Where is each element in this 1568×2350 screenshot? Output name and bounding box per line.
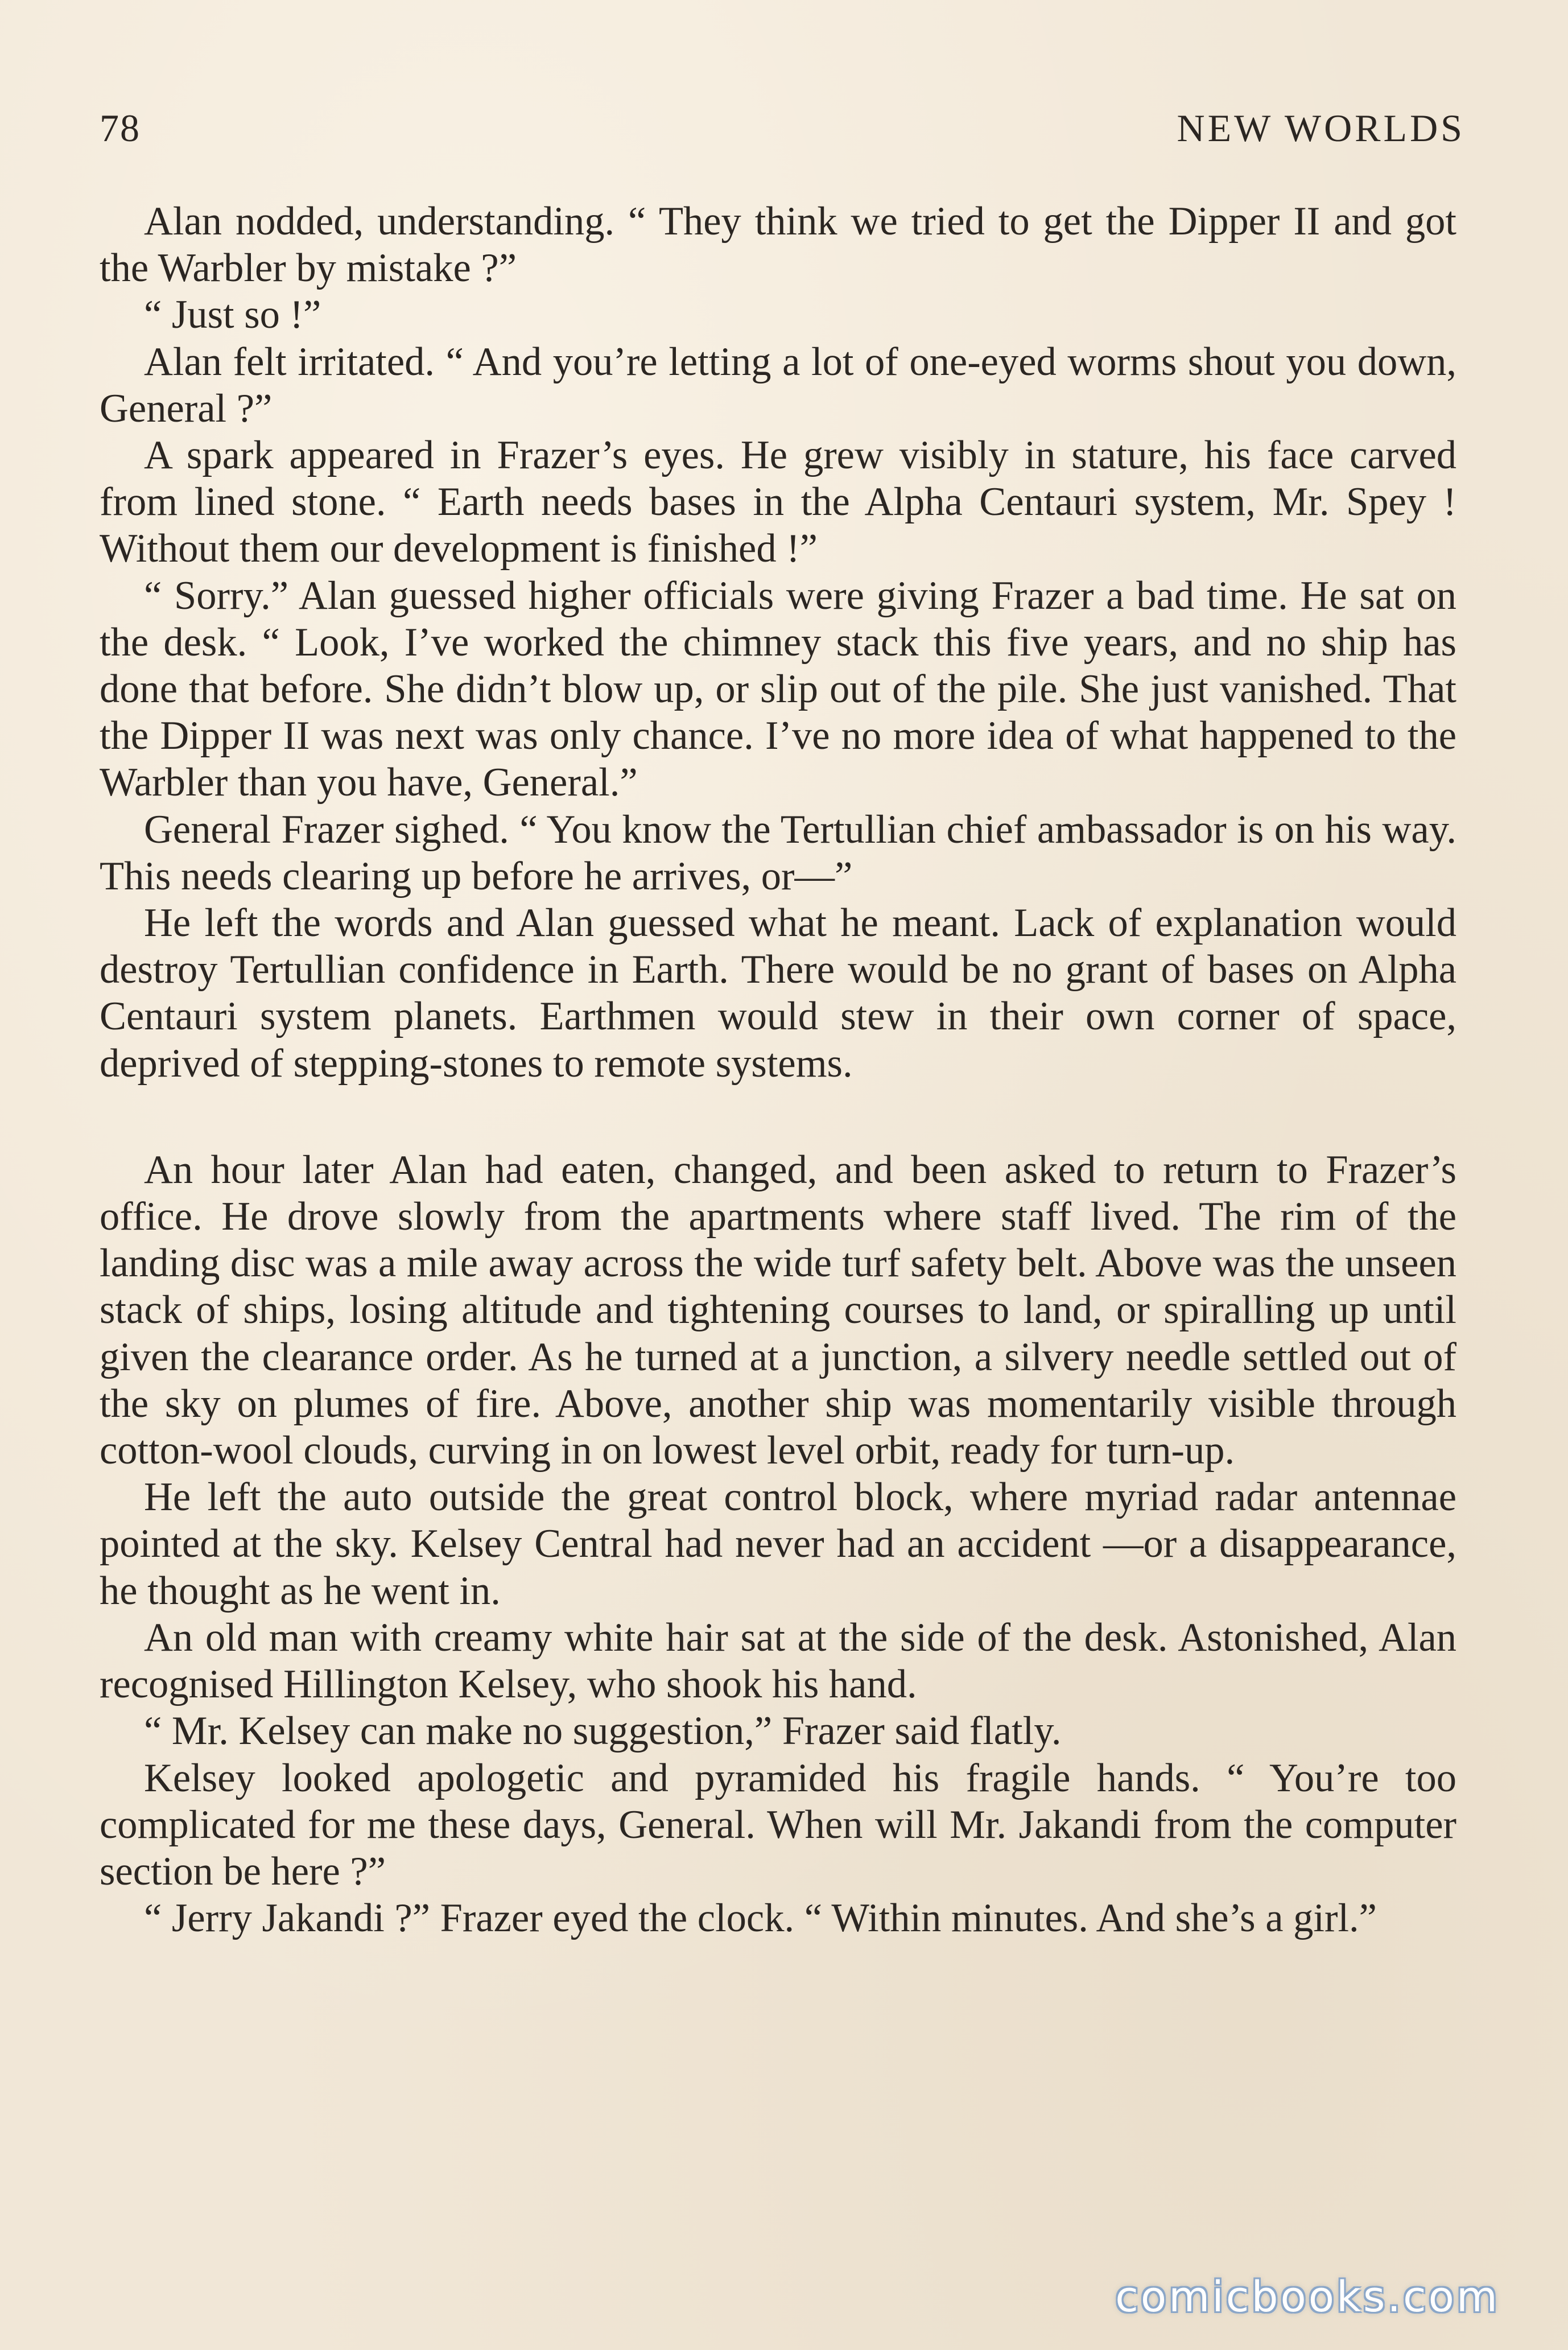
running-head: NEW WORLDS <box>1177 106 1465 150</box>
paragraph: “ Sorry.” Alan guessed higher officials were giving Frazer a bad time. He sat on the desk. “ Look, I’ve worked the chimney stack this five years, and no ship has done that before. She didn’t blow up, or slip out of the pile. She just vanished. That the Dipper II was next was only chance. I’ve no more idea of what happened to the Warbler than you have, General.” <box>100 573 1456 805</box>
paragraph: A spark appeared in Frazer’s eyes. He grew visibly in stature, his face carved from lined stone. “ Earth needs bases in the Alpha Centauri system, Mr. Spey ! Without them our development is finished !” <box>100 433 1456 571</box>
paragraph: “ Jerry Jakandi ?” Frazer eyed the clock. “ Within minutes. And she’s a girl.” <box>144 1896 1377 1941</box>
section-break <box>100 1087 1456 1147</box>
paragraph: He left the auto outside the great control block, where myriad radar antennae pointed at the sky. Kelsey Central had never had an accident —or a disappearance, he thought as he went in. <box>100 1475 1456 1613</box>
paragraph: “ Just so !” <box>144 292 321 337</box>
paragraph: General Frazer sighed. “ You know the Tertullian chief ambassador is on his way. This needs clearing up before he arrives, or—” <box>100 807 1456 898</box>
paragraph: An hour later Alan had eaten, changed, and been asked to return to Frazer’s office. He drove slowly from the apartments where staff lived. The rim of the landing disc was a mile away across the wide turf safety belt. Above was the unseen stack of ships, losing altitude and tightening courses to land, or spiralling up until given the clearance order. As he turned at a junction, a silvery needle settled out of the sky on plumes of fire. Above, another ship was momentarily visible through cotton-wool clouds, curving in on lowest level orbit, ready for turn-up. <box>100 1147 1456 1473</box>
paragraph: An old man with creamy white hair sat at the side of the desk. Astonished, Alan recognised Hillington Kelsey, who shook his hand. <box>100 1615 1456 1707</box>
paragraph: Kelsey looked apologetic and pyramided his fragile hands. “ You’re too complicated for me these days, General. When will Mr. Jakandi from the computer section be here ?” <box>100 1755 1456 1894</box>
paragraph: Alan felt irritated. “ And you’re letting a lot of one-eyed worms shout you down, General ?” <box>100 339 1456 431</box>
page-number: 78 <box>100 106 141 150</box>
paragraph: “ Mr. Kelsey can make no suggestion,” Frazer said flatly. <box>144 1709 1062 1754</box>
watermark-logo: comicbooks.com <box>1115 2273 1500 2322</box>
paragraph: He left the words and Alan guessed what he meant. Lack of explanation would destroy Tertullian confidence in Earth. There would be no grant of bases on Alpha Centauri system planets. Earthmen would stew in their own corner of space, deprived of stepping-stones to remote systems. <box>100 901 1456 1086</box>
paragraph: Alan nodded, understanding. “ They think we tried to get the Dipper II and got the Warbler by mistake ?” <box>100 199 1456 291</box>
page-header <box>100 106 1465 163</box>
body-text <box>100 198 1456 1941</box>
